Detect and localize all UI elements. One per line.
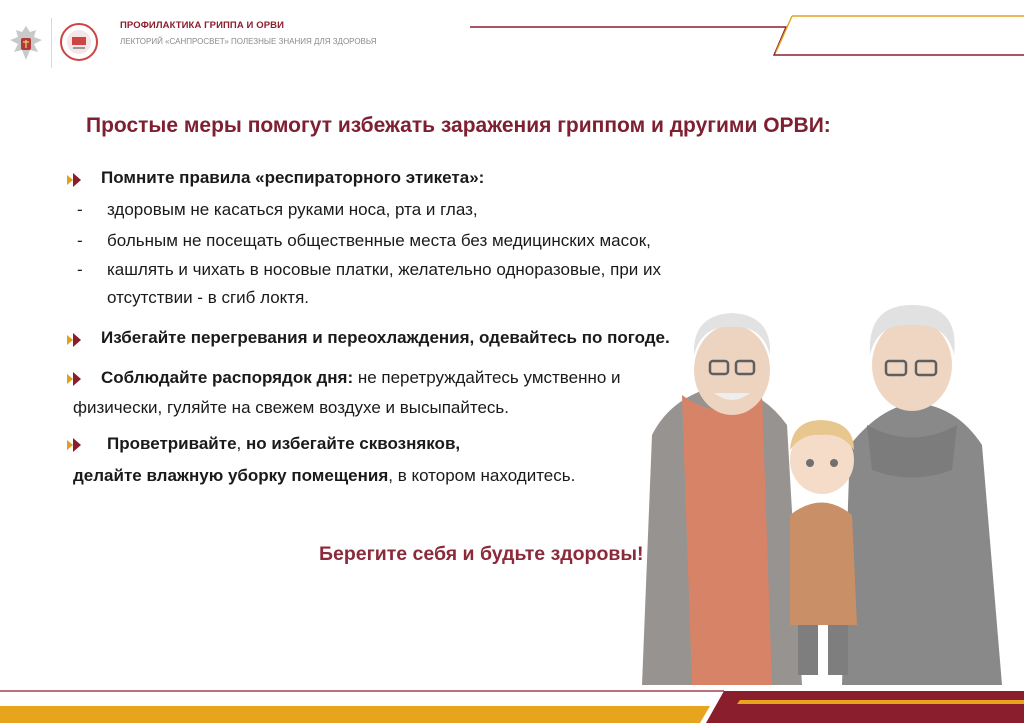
list-dash: - [77, 260, 83, 279]
rule4-line1 [107, 434, 460, 454]
list-dash: - [77, 200, 83, 219]
list-dash: - [77, 231, 83, 250]
rule1-title: Помните правила «респираторного этикета»: [101, 168, 485, 187]
rule1-item-3: кашлять и чихать в носовые платки, желательно одноразовые, при их [107, 260, 662, 279]
rule4-bold-a: Проветривайте [107, 434, 237, 453]
rule4-normal-a: , [236, 434, 246, 453]
rule3-bold: Соблюдайте распорядок дня: [101, 368, 354, 387]
main-heading: Простые меры помогут избежать заражения гриппом и другими ОРВИ: [86, 114, 831, 137]
bullet-arrow-icon [67, 173, 85, 187]
rule4-line2 [73, 466, 575, 486]
header-title: ПРОФИЛАКТИКА ГРИППА И ОРВИ [120, 20, 285, 31]
bullet-arrow-icon [67, 372, 85, 386]
rule4-line2-bold: делайте влажную уборку помещения [73, 466, 389, 485]
rule3-line2: физически, гуляйте на свежем воздухе и высыпайтесь. [73, 398, 509, 417]
bullet-arrow-icon [67, 333, 85, 347]
rule2-text: Избегайте перегревания и переохлаждения, одевайтесь по погоде. [101, 328, 670, 347]
rule4-line2-normal: , в котором находитесь. [388, 466, 576, 485]
header-subtitle: ЛЕКТОРИЙ «САНПРОСВЕТ» ПОЛЕЗНЫЕ ЗНАНИЯ ДЛЯ ЗДОРОВЬЯ [120, 37, 377, 46]
bullet-arrow-icon [67, 438, 85, 452]
closing-message: Берегите себя и будьте здоровы! [319, 543, 644, 565]
rule3-line1 [101, 368, 621, 388]
rule4-bold-b: но избегайте сквозняков, [245, 434, 461, 453]
family-illustration [612, 285, 1024, 685]
logo-separator [51, 18, 52, 68]
emblem-icon [6, 22, 46, 68]
rule3-normal: не перетруждайтесь умственно и [353, 368, 621, 387]
rule1-item-1: здоровым не касаться руками носа, рта и глаз, [107, 200, 478, 219]
rule1-item-4: отсутствии - в сгиб локтя. [107, 288, 310, 307]
lectorium-logo-icon [59, 22, 99, 62]
rule1-item-2: больным не посещать общественные места без медицинских масок, [107, 231, 651, 250]
